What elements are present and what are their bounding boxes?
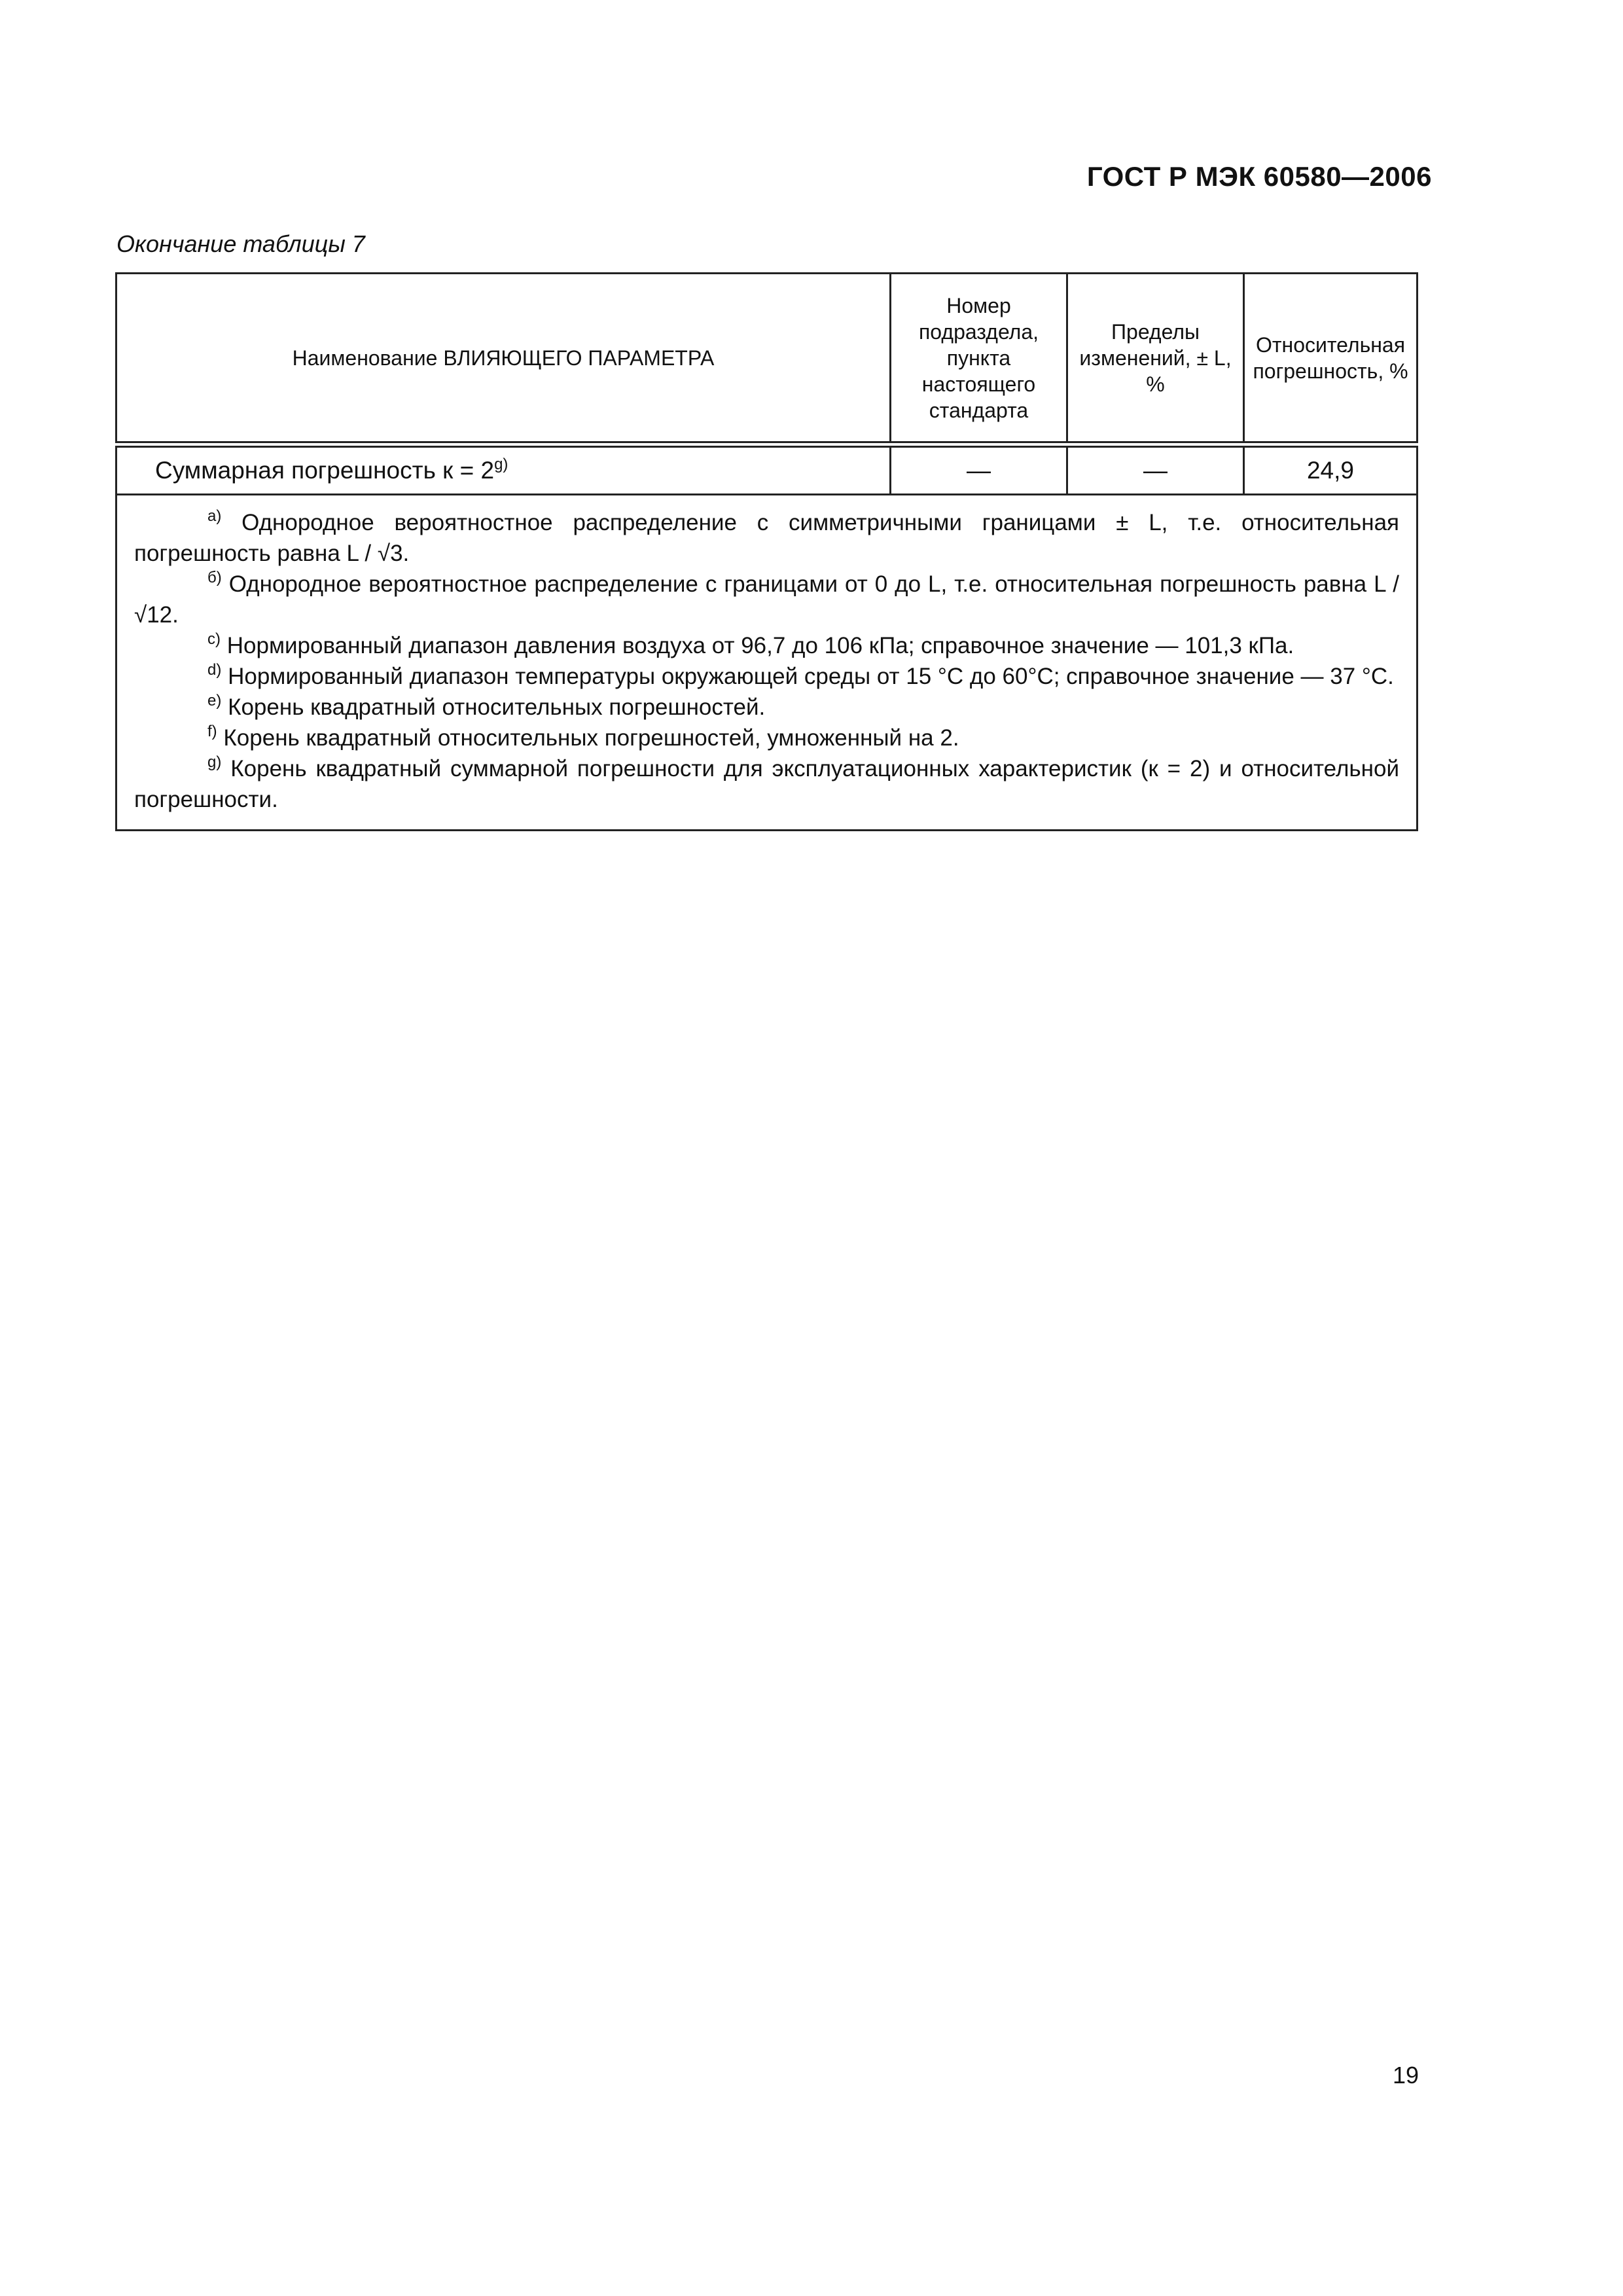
table-footnotes (116, 495, 1418, 831)
footnote-mark: g) (494, 456, 508, 473)
row-relative-error: 24,9 (1244, 444, 1418, 495)
footnote: $^{g)}$ Корень квадратный суммарной погрешности для эксплуатационных характеристик (к = 2) и относительной погрешности. (134, 753, 1399, 812)
footnote: $^{а)}$ Однородное вероятностное распределение с симметричными границами ± L, т.е. относительная погрешность равна L / √3. (134, 507, 1399, 566)
footnote: $^{c)}$ Нормированный диапазон давления воздуха от 96,7 до 106 кПа; справочное значение — 101,3 кПа. (207, 630, 1294, 658)
page-number: 19 (1392, 2062, 1419, 2089)
column-header-subsection: Номер подраздела, пункта настоящего стандарта (891, 274, 1067, 445)
footnote: $^{f)}$ Корень квадратный относительных погрешностей, умноженный на 2. (207, 723, 959, 751)
row-limits: — (1067, 444, 1244, 495)
table-container (115, 272, 1416, 831)
footnote: $^{d)}$ Нормированный диапазон температуры окружающей среды от 15 °С до 60°С; справочное значение — 37 °С. (207, 661, 1394, 689)
table-row (116, 444, 1418, 495)
row-subsection: — (891, 444, 1067, 495)
table-header-row (116, 274, 1418, 445)
parameters-table (115, 272, 1418, 831)
column-header-parameter-name: Наименование ВЛИЯЮЩЕГО ПАРАМЕТРА (116, 274, 891, 445)
footnote: $^{б)}$ Однородное вероятностное распределение с границами от 0 до L, т.е. относительная погрешность равна L /√12. (134, 569, 1399, 628)
document-code: ГОСТ Р МЭК 60580—2006 (1086, 161, 1432, 192)
footnote: $^{e)}$ Корень квадратный относительных погрешностей. (207, 692, 766, 720)
column-header-relative-error: Относительная погрешность, % (1244, 274, 1418, 445)
table-notes-row (116, 495, 1418, 831)
row-parameter-name: Суммарная погрешность к = 2$^{g)}$ (116, 444, 891, 495)
column-header-limits: Пределы изменений, ± L, % (1067, 274, 1244, 445)
table-caption: Окончание таблицы 7 (116, 230, 365, 257)
